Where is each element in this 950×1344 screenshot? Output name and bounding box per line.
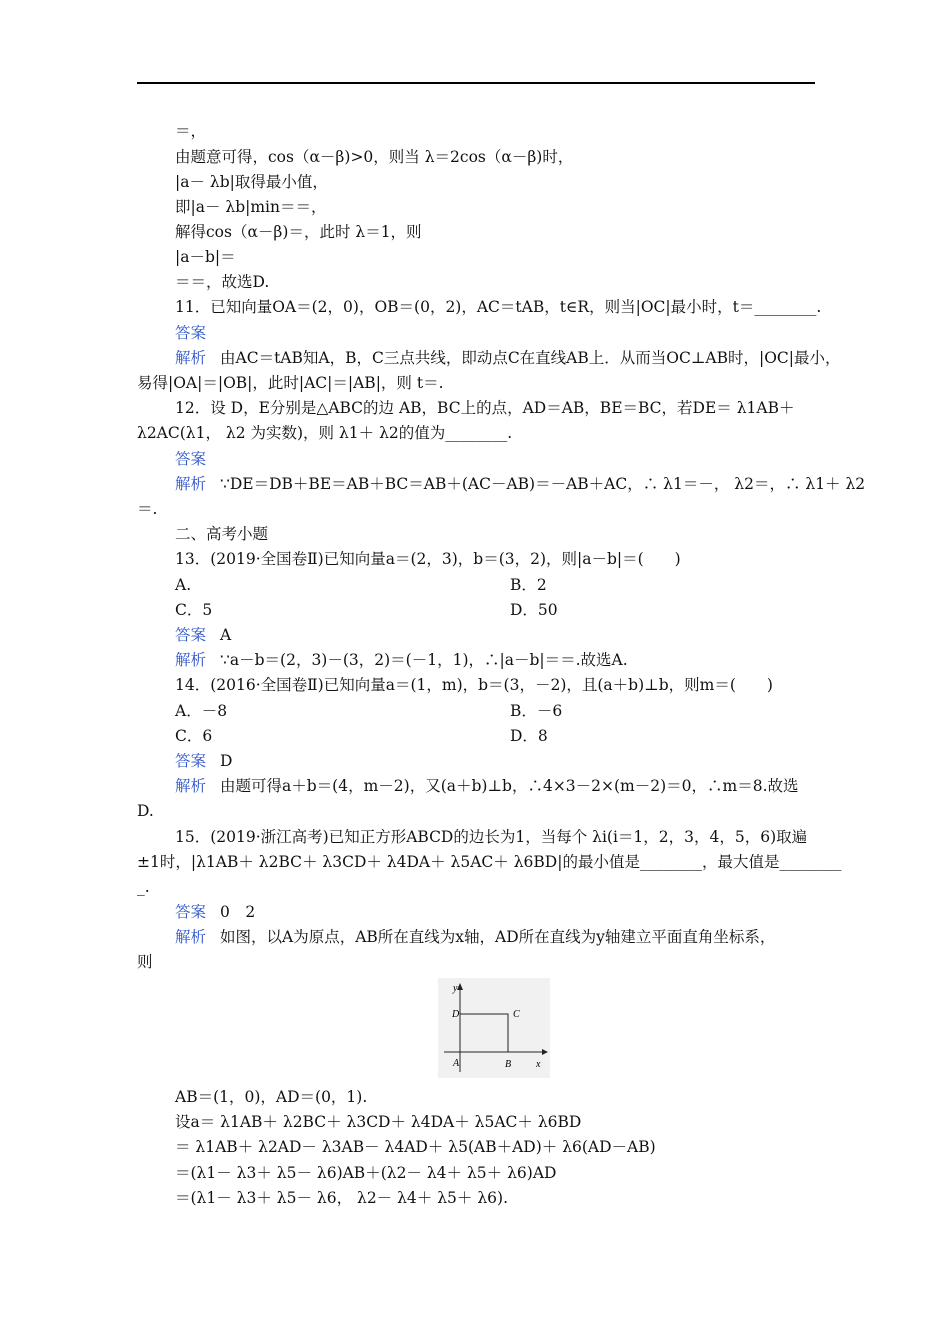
analysis-line: 解析 由AC＝tAB知A，B，C三点共线，即动点C在直线AB上．从而当OC⊥AB时，|OC|最小，	[175, 349, 841, 367]
analysis-line: 解析 ∵a－b＝(2，3)－(3，2)＝(－1，1)，∴|a－b|＝＝.故选A.	[175, 651, 628, 669]
option-c: C．5	[175, 601, 213, 619]
answer-label: 答案	[175, 324, 207, 342]
text-line: 则	[137, 953, 153, 971]
square-diagram	[438, 978, 550, 1078]
text-line: AB＝(1，0)，AD＝(0，1).	[175, 1088, 368, 1106]
text-line: ＝，	[175, 122, 207, 140]
point-a-label: A	[453, 1058, 460, 1069]
text-line: 由题意可得，cos（α－β)>0，则当 λ＝2cos（α－β)时，	[175, 148, 574, 166]
question-11: 11．已知向量OA＝(2，0)，OB＝(0，2)，AC＝tAB，t∈R，则当|OC|最小时，t＝________.	[175, 298, 822, 316]
answer-line: 答案 D	[175, 752, 233, 770]
text-line: 即|a－ λb|min＝＝，	[175, 198, 327, 216]
text-line: 设a＝ λ1AB＋ λ2BC＋ λ3CD＋ λ4DA＋ λ5AC＋ λ6BD	[175, 1113, 582, 1131]
option-c: C．6	[175, 727, 213, 745]
text-line: 易得|OA|＝|OB|，此时|AC|＝|AB|，则 t＝.	[137, 374, 444, 392]
text-line: ＝.	[137, 500, 158, 518]
answer-label: 答案	[175, 450, 207, 468]
section-heading: 二、高考小题	[175, 525, 269, 543]
option-b: B．2	[510, 576, 547, 594]
text-line: λ2AC(λ1， λ2 为实数)，则 λ1＋ λ2的值为________.	[137, 424, 513, 442]
option-b: B．－6	[510, 702, 563, 720]
point-b-label: B	[505, 1059, 512, 1070]
y-label: y	[453, 983, 458, 994]
x-label: x	[536, 1059, 541, 1070]
option-a: A．－8	[175, 702, 228, 720]
text-line: ＝＝，故选D.	[175, 273, 270, 291]
header-rule	[137, 82, 815, 84]
analysis-line: 解析 如图，以A为原点，AB所在直线为x轴，AD所在直线为y轴建立平面直角坐标系，	[175, 928, 776, 946]
text-line: ±1时，|λ1AB＋ λ2BC＋ λ3CD＋ λ4DA＋ λ5AC＋ λ6BD|的最小值是________，最大值是________	[137, 853, 842, 871]
option-a: A.	[175, 576, 192, 594]
square-outline	[460, 1014, 508, 1052]
y-axis-arrow	[457, 983, 463, 990]
question-12: 12．设 D，E分别是△ABC的边 AB，BC上的点，AD＝AB，BE＝BC，若DE＝ λ1AB＋	[175, 399, 795, 417]
analysis-line: 解析 ∵DE＝DB＋BE＝AB＋BC＝AB＋(AC－AB)＝－AB＋AC，∴ λ1＝－， λ2＝，∴ λ1＋ λ2	[175, 475, 866, 493]
x-axis-arrow	[542, 1049, 548, 1055]
point-d-label: D	[452, 1009, 460, 1020]
text-line: |a－ λb|取得最小值，	[175, 173, 328, 191]
question-14: 14．(2016·全国卷Ⅱ)已知向量a＝(1，m)，b＝(3，－2)，且(a＋b)⊥b，则m＝( )	[175, 676, 773, 694]
answer-line: 答案 0 2	[175, 903, 256, 921]
question-15: 15．(2019·浙江高考)已知正方形ABCD的边长为1，当每个 λi(i＝1，2，3，4，5，6)取遍	[175, 828, 808, 846]
text-line: _.	[137, 878, 150, 896]
analysis-line: 解析 由题可得a＋b＝(4，m－2)，又(a＋b)⊥b，∴4×3－2×(m－2)＝0，∴m＝8.故选	[175, 777, 799, 795]
text-line: D.	[137, 802, 154, 820]
text-line: |a－b|＝	[175, 248, 236, 266]
question-13: 13．(2019·全国卷Ⅱ)已知向量a＝(2，3)，b＝(3，2)，则|a－b|＝( )	[175, 550, 681, 568]
option-d: D．50	[510, 601, 558, 619]
point-c-label: C	[513, 1009, 520, 1020]
text-line: ＝ λ1AB＋ λ2AD－ λ3AB－ λ4AD＋ λ5(AB＋AD)＋ λ6(AD－AB)	[175, 1138, 656, 1156]
text-line: ＝(λ1－ λ3＋ λ5－ λ6， λ2－ λ4＋ λ5＋ λ6).	[175, 1189, 508, 1207]
option-d: D．8	[510, 727, 548, 745]
coordinate-figure	[438, 978, 550, 1078]
answer-line: 答案 A	[175, 626, 232, 644]
text-line: ＝(λ1－ λ3＋ λ5－ λ6)AB＋(λ2－ λ4＋ λ5＋ λ6)AD	[175, 1164, 557, 1182]
text-line: 解得cos（α－β)＝，此时 λ＝1，则	[175, 223, 422, 241]
